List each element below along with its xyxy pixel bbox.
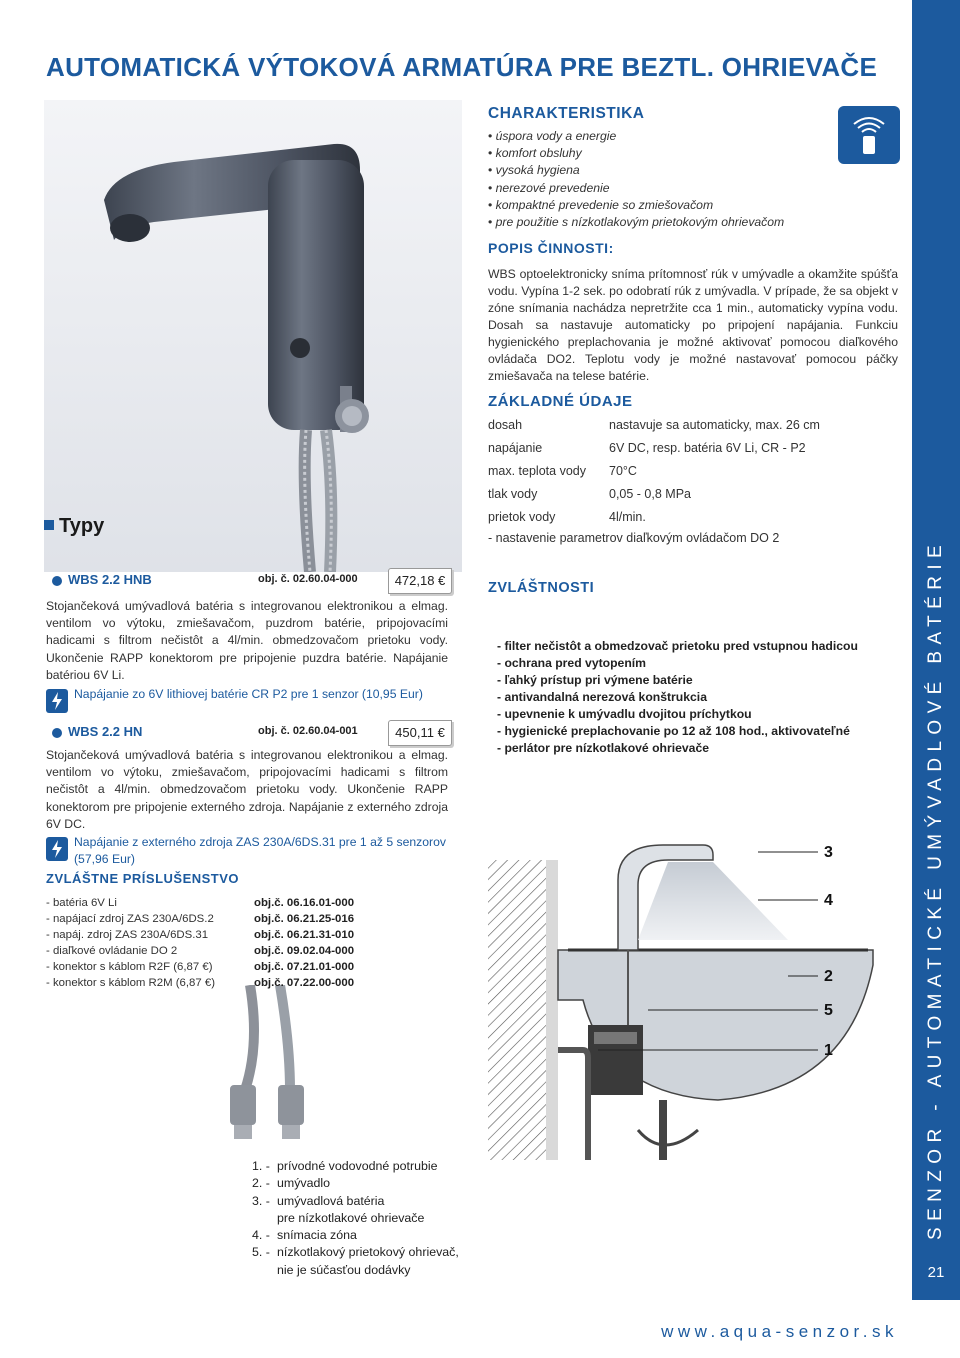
legend-text: umývadlo <box>277 1176 331 1191</box>
table-value: 0,05 - 0,8 MPa <box>609 487 691 501</box>
page-number: 21 <box>927 1264 945 1281</box>
legend-text-continued: pre nízkotlakové ohrievače <box>277 1210 425 1225</box>
list-item: - hygienické preplachovanie po 12 až 108 hod., aktivovateľné <box>497 724 850 738</box>
product-header <box>44 572 452 592</box>
power-text: Napájanie zo 6V lithiovej batérie CR P2 pre 1 senzor (10,95 Eur) <box>74 687 423 701</box>
table-row <box>488 510 820 533</box>
legend-item <box>252 1227 459 1244</box>
product-price: 472,18 € <box>388 568 452 594</box>
table-key: napájanie <box>488 441 543 455</box>
product-name: WBS 2.2 HN <box>68 724 143 739</box>
list-item <box>46 895 354 911</box>
legend-number: 4. - <box>252 1228 270 1243</box>
list-item <box>46 959 354 975</box>
table-key: dosah <box>488 418 523 432</box>
product-description: Stojančeková umývadlová batéria s integrovanou elektronikou a elmag. ventilom vo výtoku, zmiešavačom, puzdrom batérie, pripojovacími hadicami s filtrom nečistôt a 4l/min. obmedzovačom prietoku vody. Ukončenie RAPP konektorom pre pripojenie puzdra batérie. Napájanie batériou 6V Li. <box>46 599 448 682</box>
types-label: Typy <box>59 515 105 537</box>
list-item: • vysoká hygiena <box>488 162 784 179</box>
table-row <box>488 441 820 464</box>
product-header <box>44 724 452 744</box>
diagram-number: 2 <box>824 968 833 985</box>
list-item <box>46 911 354 927</box>
legend-item <box>252 1175 459 1192</box>
list-item: - antivandalná nerezová konštrukcia <box>497 690 707 704</box>
list-item: - upevnenie k umývadlu dvojitou príchytkou <box>497 707 752 721</box>
product-name: WBS 2.2 HNB <box>68 572 152 587</box>
table-row <box>488 418 820 441</box>
basic-data-note: - nastavenie parametrov diaľkovým ovládačom DO 2 <box>488 531 780 545</box>
list-item: - ochrana pred vytopením <box>497 656 646 670</box>
table-value: 4l/min. <box>609 510 646 524</box>
types-heading <box>44 515 104 538</box>
characteristics-title: CHARAKTERISTIKA <box>488 105 645 122</box>
legend-number: 3. - <box>252 1193 270 1208</box>
legend-text: snímacia zóna <box>277 1228 357 1243</box>
description-text: WBS optoelektronicky sníma prítomnosť rúk v umývadle a okamžite spúšťa vodu. Vypína 1-2 sek. po odobratí rúk z umývadla. V prípade, že sa objekt v zóne snímania nachádza nepretržite cca 1 min., automaticky vypína vodu. Dosah sa nastavuje automaticky po pripojení napájania. Funkciu hygienického preplachovania je možné aktivovať pomocou diaľkového ovládača DO2. Teplotu vody je možné nastavovať pomocou páčky zmiešavača na telese batérie. <box>488 267 898 383</box>
bullet-icon <box>52 576 62 586</box>
legend-item <box>252 1158 459 1175</box>
list-item <box>46 975 354 991</box>
list-item: - perlátor pre nízkotlakové ohrievače <box>497 741 710 755</box>
basic-data-table <box>488 418 820 533</box>
installation-diagram <box>488 800 898 1160</box>
basic-data-title: ZÁKLADNÉ ÚDAJE <box>488 393 633 410</box>
table-value: nastavuje sa automaticky, max. 26 cm <box>609 418 820 432</box>
list-item: • pre použitie s nízkotlakovým prietokovým ohrievačom <box>488 214 784 231</box>
diagram-number: 5 <box>824 1002 833 1019</box>
table-value: 6V DC, resp. batéria 6V Li, CR - P2 <box>609 441 806 455</box>
features-title: ZVLÁŠTNOSTI <box>488 580 595 596</box>
accessory-order: obj.č. 06.21.31-010 <box>254 929 355 941</box>
diagram-number: 1 <box>824 1042 833 1059</box>
table-key: tlak vody <box>488 487 538 501</box>
table-row <box>488 464 820 487</box>
list-item: - ľahký prístup pri výmene batérie <box>497 673 693 687</box>
legend-number: 5. - <box>252 1245 270 1260</box>
faucet-photo <box>44 100 462 572</box>
bullet-icon <box>52 728 62 738</box>
diagram-legend <box>252 1158 459 1279</box>
accessory-order: obj.č. 07.21.01-000 <box>254 961 355 973</box>
accessory-name: - konektor s káblom R2F (6,87 €) <box>46 961 213 973</box>
page-title: AUTOMATICKÁ VÝTOKOVÁ ARMATÚRA PRE BEZTL. OHRIEVAČE <box>46 52 878 82</box>
table-key: max. teplota vody <box>488 464 586 478</box>
accessory-name: - batéria 6V Li <box>46 897 117 909</box>
list-item: • komfort obsluhy <box>488 145 784 162</box>
website-link[interactable]: www.aqua-senzor.sk <box>661 1322 898 1341</box>
accessory-name: - diaľkové ovládanie DO 2 <box>46 945 178 957</box>
list-item: • nerezové prevedenie <box>488 180 784 197</box>
legend-text: umývadlová batéria <box>277 1193 385 1208</box>
product-price: 450,11 € <box>388 720 452 746</box>
product-description: Stojančeková umývadlová batéria s integrovanou elektronikou a elmag. ventilom vo výtoku, zmiešavačom, pripojovacími hadicami s filtrom nečistôt a 4l/min. obmedzovačom prietoku vody. Ukončenie RAPP konektorom pre pripojenie externého zdroja. Napájanie z externého zdroja 6V DC. <box>46 748 448 831</box>
legend-item <box>252 1193 459 1228</box>
legend-number: 2. - <box>252 1176 270 1191</box>
table-row <box>488 487 820 510</box>
accessory-order: obj.č. 07.22.00-000 <box>254 977 355 989</box>
product-order-number: obj. č. 02.60.04-000 <box>258 573 358 585</box>
accessory-name: - napáj. zdroj ZAS 230A/6DS.31 <box>46 929 209 941</box>
accessories-list <box>46 895 354 991</box>
characteristics-list <box>488 128 784 231</box>
list-item: • kompaktné prevedenie so zmiešovačom <box>488 197 784 214</box>
sensor-icon <box>838 106 900 164</box>
accessory-order: obj.č. 06.16.01-000 <box>254 897 355 909</box>
power-icon <box>46 689 68 713</box>
legend-number: 1. - <box>252 1159 270 1173</box>
legend-text-continued: nie je súčasťou dodávky <box>277 1262 411 1277</box>
diagram-number: 4 <box>824 892 833 909</box>
table-key: prietok vody <box>488 510 556 524</box>
legend-text: prívodné vodovodné potrubie <box>277 1159 438 1173</box>
diagram-number: 3 <box>824 844 833 861</box>
list-item <box>46 927 354 943</box>
table-value: 70°C <box>609 464 637 478</box>
list-item: • úspora vody a energie <box>488 128 784 145</box>
power-icon <box>46 837 68 861</box>
accessory-order: obj.č. 06.21.25-016 <box>254 913 355 925</box>
hoses-illustration <box>190 985 340 1150</box>
features-list <box>497 638 877 757</box>
accessory-name: - konektor s káblom R2M (6,87 €) <box>46 977 216 989</box>
legend-text: nízkotlakový prietokový ohrievač, <box>277 1245 459 1260</box>
list-item <box>46 943 354 959</box>
description-title: POPIS ČINNOSTI: <box>488 240 614 256</box>
side-band-text: SENZOR - AUTOMATICKÉ UMÝVADLOVÉ BATÉRIE <box>925 538 946 1240</box>
product-order-number: obj. č. 02.60.04-001 <box>258 725 358 737</box>
accessories-title: ZVLÁŠTNE PRÍSLUŠENSTVO <box>46 871 240 886</box>
list-item: - filter nečistôt a obmedzovač prietoku pred vstupnou hadicou <box>497 639 858 653</box>
accessory-order: obj.č. 09.02.04-000 <box>254 945 355 957</box>
accessory-name: - napájací zdroj ZAS 230A/6DS.2 <box>46 913 214 925</box>
power-text: Napájanie z externého zdroja ZAS 230A/6DS.31 pre 1 až 5 senzorov (57,96 Eur) <box>74 835 446 866</box>
legend-item <box>252 1244 459 1279</box>
square-icon <box>44 520 54 530</box>
